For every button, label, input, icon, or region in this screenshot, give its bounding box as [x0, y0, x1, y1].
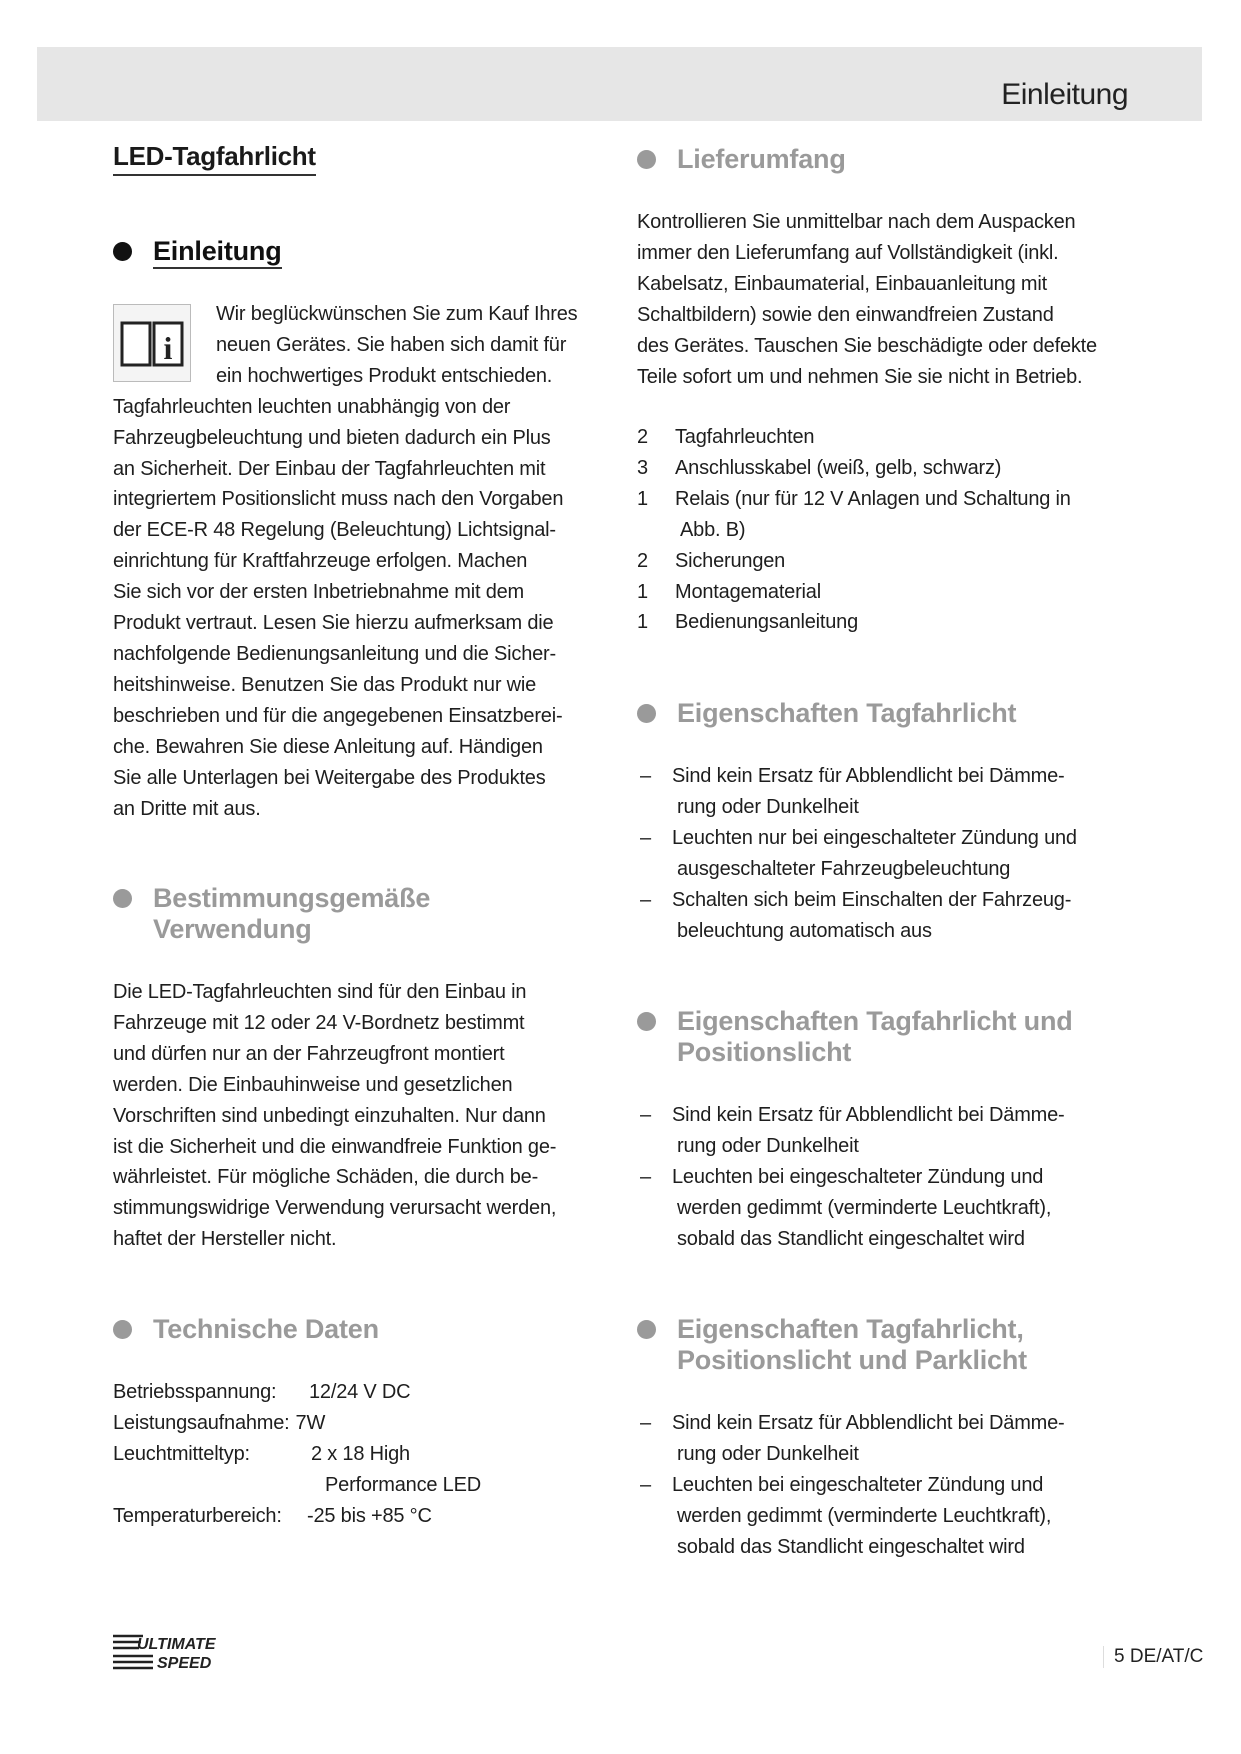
text-line: des Gerätes. Tauschen Sie beschädigte oder defekte [637, 334, 1097, 357]
section-eig3-heading [637, 1314, 1027, 1376]
list-item-line [637, 761, 1077, 792]
text-line: Schaltbildern) sowie den einwandfreien Zustand [637, 303, 1054, 326]
list-item-text: Relais (nur für 12 V Anlagen und Schaltung in [675, 487, 1071, 510]
section-technik-heading [113, 1314, 379, 1345]
dash-marker: – [640, 1412, 651, 1434]
list-item-text: rung oder Dunkelheit [677, 1134, 859, 1157]
list-item-line [637, 1439, 1065, 1470]
text-line: integriertem Positionslicht muss nach den Vorgaben [113, 488, 564, 511]
list-item-line [637, 1470, 1065, 1501]
list-item-text: sobald das Standlicht eingeschaltet wird [677, 1227, 1025, 1250]
tech-value: 7W [295, 1411, 326, 1434]
list-item-text: werden gedimmt (verminderte Leuchtkraft), [677, 1196, 1052, 1219]
dash-marker: – [640, 1165, 651, 1188]
tech-label: Leuchtmitteltyp: [113, 1442, 250, 1465]
dash-marker [637, 1532, 672, 1563]
tech-data-row [113, 1377, 481, 1408]
section-bestimmung-heading [113, 883, 430, 945]
text-line: Teile sofort um und nehmen Sie sie nicht in Betrieb. [637, 365, 1083, 388]
bullet-icon [113, 889, 132, 908]
tech-data-row [113, 1408, 481, 1439]
tech-label: Betriebsspannung: [113, 1381, 277, 1403]
brand-logo [113, 1632, 231, 1677]
eig2-list [637, 1100, 1065, 1255]
text-line: an Dritte mit aus. [113, 797, 261, 820]
text-line: Produkt vertraut. Lesen Sie hierzu aufmerksam die [113, 612, 554, 635]
lieferumfang-text [637, 207, 1097, 392]
dash-marker [637, 1501, 672, 1532]
tech-value: -25 bis +85 °C [307, 1504, 432, 1527]
list-item-line [637, 1532, 1065, 1563]
tech-value: 12/24 V DC [309, 1381, 411, 1403]
text-line: Eigenschaften Tagfahrlicht, [677, 1314, 1024, 1344]
text-line: nachfolgende Bedienungsanleitung und die Sicher- [113, 642, 556, 665]
eig3-list [637, 1408, 1065, 1563]
text-line: che. Bewahren Sie diese Anleitung auf. Händigen [113, 735, 543, 758]
item-quantity [637, 515, 675, 546]
list-item-text: Schalten sich beim Einschalten der Fahrzeug- [672, 888, 1072, 911]
text-line: Sie sich vor der ersten Inbetriebnahme mit dem [113, 581, 524, 604]
document-title: LED-Tagfahrlicht [113, 141, 316, 176]
text-line: heitshinweise. Benutzen Sie das Produkt nur wie [113, 673, 537, 696]
list-item-text: Tagfahrleuchten [675, 426, 815, 448]
text-line: währleistet. Für mögliche Schäden, die durch be- [113, 1166, 539, 1189]
item-quantity: 2 [637, 549, 648, 572]
text-line: Fahrzeuge mit 12 oder 24 V-Bordnetz bestimmt [113, 1011, 525, 1034]
text-line: immer den Lieferumfang auf Vollständigkeit (inkl. [637, 241, 1059, 264]
dash-marker [637, 792, 672, 823]
list-item-line [637, 792, 1077, 823]
text-line: der ECE-R 48 Regelung (Beleuchtung) Lichtsignal- [113, 519, 556, 542]
section-lieferumfang-heading [637, 144, 846, 175]
text-line: Vorschriften sind unbedingt einzuhalten. Nur dann [113, 1104, 546, 1127]
section-title [677, 1314, 1027, 1376]
header-title: Einleitung [1001, 78, 1128, 111]
tech-data-table [113, 1377, 481, 1532]
eig1-list [637, 761, 1077, 946]
text-line: beschrieben und für die angegebenen Einsatzberei- [113, 704, 563, 727]
tech-value: 2 x 18 High [311, 1442, 410, 1465]
text-line: Verwendung [153, 914, 312, 944]
list-item-line [637, 607, 1071, 638]
item-quantity: 2 [637, 426, 648, 448]
text-line: Die LED-Tagfahrleuchten sind für den Einbau in [113, 981, 527, 1003]
tech-value: Performance LED [325, 1473, 481, 1496]
svg-text:ULTIMATE: ULTIMATE [137, 1636, 216, 1653]
dash-marker: – [640, 1473, 651, 1496]
list-item-text: sobald das Standlicht eingeschaltet wird [677, 1535, 1025, 1558]
dash-marker: – [640, 1104, 651, 1126]
list-item-text: Sicherungen [675, 549, 786, 572]
bullet-icon [113, 1320, 132, 1339]
bullet-icon [637, 1012, 656, 1031]
list-item-text: Anschlusskabel (weiß, gelb, schwarz) [675, 456, 1002, 479]
list-item-line [637, 453, 1071, 484]
dash-marker [637, 1193, 672, 1224]
dash-marker: – [640, 826, 651, 849]
text-line: ein hochwertiges Produkt entschieden. [216, 364, 553, 387]
list-item-text: Leuchten bei eingeschalteter Zündung und [672, 1165, 1044, 1188]
list-item-text: Bedienungsanleitung [675, 611, 859, 634]
text-line: Eigenschaften Tagfahrlicht und [677, 1006, 1073, 1036]
list-item-line [637, 577, 1071, 608]
list-item-line [637, 1100, 1065, 1131]
list-item-line [637, 484, 1071, 515]
list-item-line [637, 823, 1077, 854]
section-eig1-heading [637, 698, 1016, 729]
text-line: Wir beglückwünschen Sie zum Kauf Ihres [216, 303, 578, 325]
svg-text:SPEED: SPEED [157, 1655, 212, 1672]
text-line: stimmungswidrige Verwendung verursacht werden, [113, 1197, 557, 1220]
section-title: Technische Daten [153, 1314, 379, 1344]
text-line: einrichtung für Kraftfahrzeuge erfolgen. Machen [113, 550, 528, 573]
dash-marker [637, 854, 672, 885]
list-item-line [637, 422, 1071, 453]
bullet-icon [113, 242, 132, 261]
tech-label: Temperaturbereich: [113, 1504, 282, 1527]
bullet-icon [637, 150, 656, 169]
dash-marker [637, 1439, 672, 1470]
list-item-line [637, 1501, 1065, 1532]
text-line: ist die Sicherheit und die einwandfreie Funktion ge- [113, 1135, 557, 1158]
text-line: Sie alle Unterlagen bei Weitergabe des Produktes [113, 766, 546, 789]
text-line: und dürfen nur an der Fahrzeugfront montiert [113, 1042, 505, 1065]
section-title [677, 1006, 1073, 1068]
dash-marker [637, 916, 672, 947]
list-item-text: Leuchten bei eingeschalteter Zündung und [672, 1473, 1044, 1496]
item-quantity: 1 [637, 580, 648, 603]
item-quantity: 3 [637, 456, 648, 479]
list-item-text: Sind kein Ersatz für Abblendlicht bei Dämme- [672, 765, 1065, 787]
item-quantity: 1 [637, 611, 648, 634]
tech-data-row [113, 1439, 481, 1470]
einleitung-text [113, 299, 577, 824]
dash-marker: – [640, 888, 651, 911]
section-einleitung-heading [113, 236, 282, 269]
list-item-line [637, 885, 1077, 916]
list-item-text: Leuchten nur bei eingeschalteter Zündung und [672, 826, 1077, 849]
list-item-line [637, 1224, 1065, 1255]
page-header [37, 47, 1202, 121]
text-line: Positionslicht und Parklicht [677, 1345, 1027, 1375]
list-item-text: ausgeschalteter Fahrzeugbeleuchtung [677, 857, 1011, 880]
list-item-line [637, 854, 1077, 885]
list-item-text: beleuchtung automatisch aus [677, 919, 932, 942]
page-number: 5 DE/AT/C [1103, 1646, 1203, 1668]
list-item-line [637, 546, 1071, 577]
list-item-text: werden gedimmt (verminderte Leuchtkraft), [677, 1504, 1052, 1527]
lieferumfang-list [637, 422, 1071, 638]
text-line: an Sicherheit. Der Einbau der Tagfahrleuchten mit [113, 457, 546, 480]
text-line: Kabelsatz, Einbaumaterial, Einbauanleitung mit [637, 272, 1047, 295]
section-title [153, 883, 430, 945]
text-line: Bestimmungsgemäße [153, 883, 431, 913]
list-item-text: rung oder Dunkelheit [677, 795, 859, 818]
text-line: Kontrollieren Sie unmittelbar nach dem Auspacken [637, 211, 1076, 233]
tech-label [113, 1470, 309, 1501]
list-item-line [637, 1131, 1065, 1162]
section-title: Einleitung [153, 236, 282, 269]
tech-data-row [113, 1501, 481, 1532]
text-line: haftet der Hersteller nicht. [113, 1228, 337, 1251]
list-item-text: Abb. B) [680, 518, 746, 541]
list-item-text: Sind kein Ersatz für Abblendlicht bei Dämme- [672, 1412, 1065, 1434]
list-item-line [637, 1193, 1065, 1224]
section-title [677, 698, 1016, 729]
list-item-text: rung oder Dunkelheit [677, 1442, 859, 1465]
list-item-line [637, 916, 1077, 947]
text-line: Tagfahrleuchten leuchten unabhängig von der [113, 395, 511, 418]
bullet-icon [637, 1320, 656, 1339]
tech-data-row [113, 1470, 481, 1501]
list-item-text: Sind kein Ersatz für Abblendlicht bei Dämme- [672, 1104, 1065, 1126]
text-line: Eigenschaften Tagfahrlicht [677, 698, 1017, 728]
text-line: neuen Gerätes. Sie haben sich damit für [216, 333, 567, 356]
item-quantity: 1 [637, 487, 648, 510]
text-line: Positionslicht [677, 1037, 852, 1067]
dash-marker [637, 1131, 672, 1162]
text-line: Fahrzeugbeleuchtung und bieten dadurch ein Plus [113, 426, 551, 449]
svg-text:i: i [163, 330, 173, 366]
list-item-text: Montagematerial [675, 580, 821, 603]
section-title: Lieferumfang [677, 144, 846, 174]
dash-marker: – [640, 765, 651, 787]
bullet-icon [637, 704, 656, 723]
text-line: werden. Die Einbauhinweise und gesetzlichen [113, 1073, 513, 1096]
section-eig2-heading [637, 1006, 1073, 1068]
list-item-line [637, 1408, 1065, 1439]
tech-label: Leistungsaufnahme: [113, 1411, 290, 1434]
list-item-line [637, 1162, 1065, 1193]
bestimmung-text [113, 977, 556, 1255]
dash-marker [637, 1224, 672, 1255]
list-item-line [637, 515, 1071, 546]
